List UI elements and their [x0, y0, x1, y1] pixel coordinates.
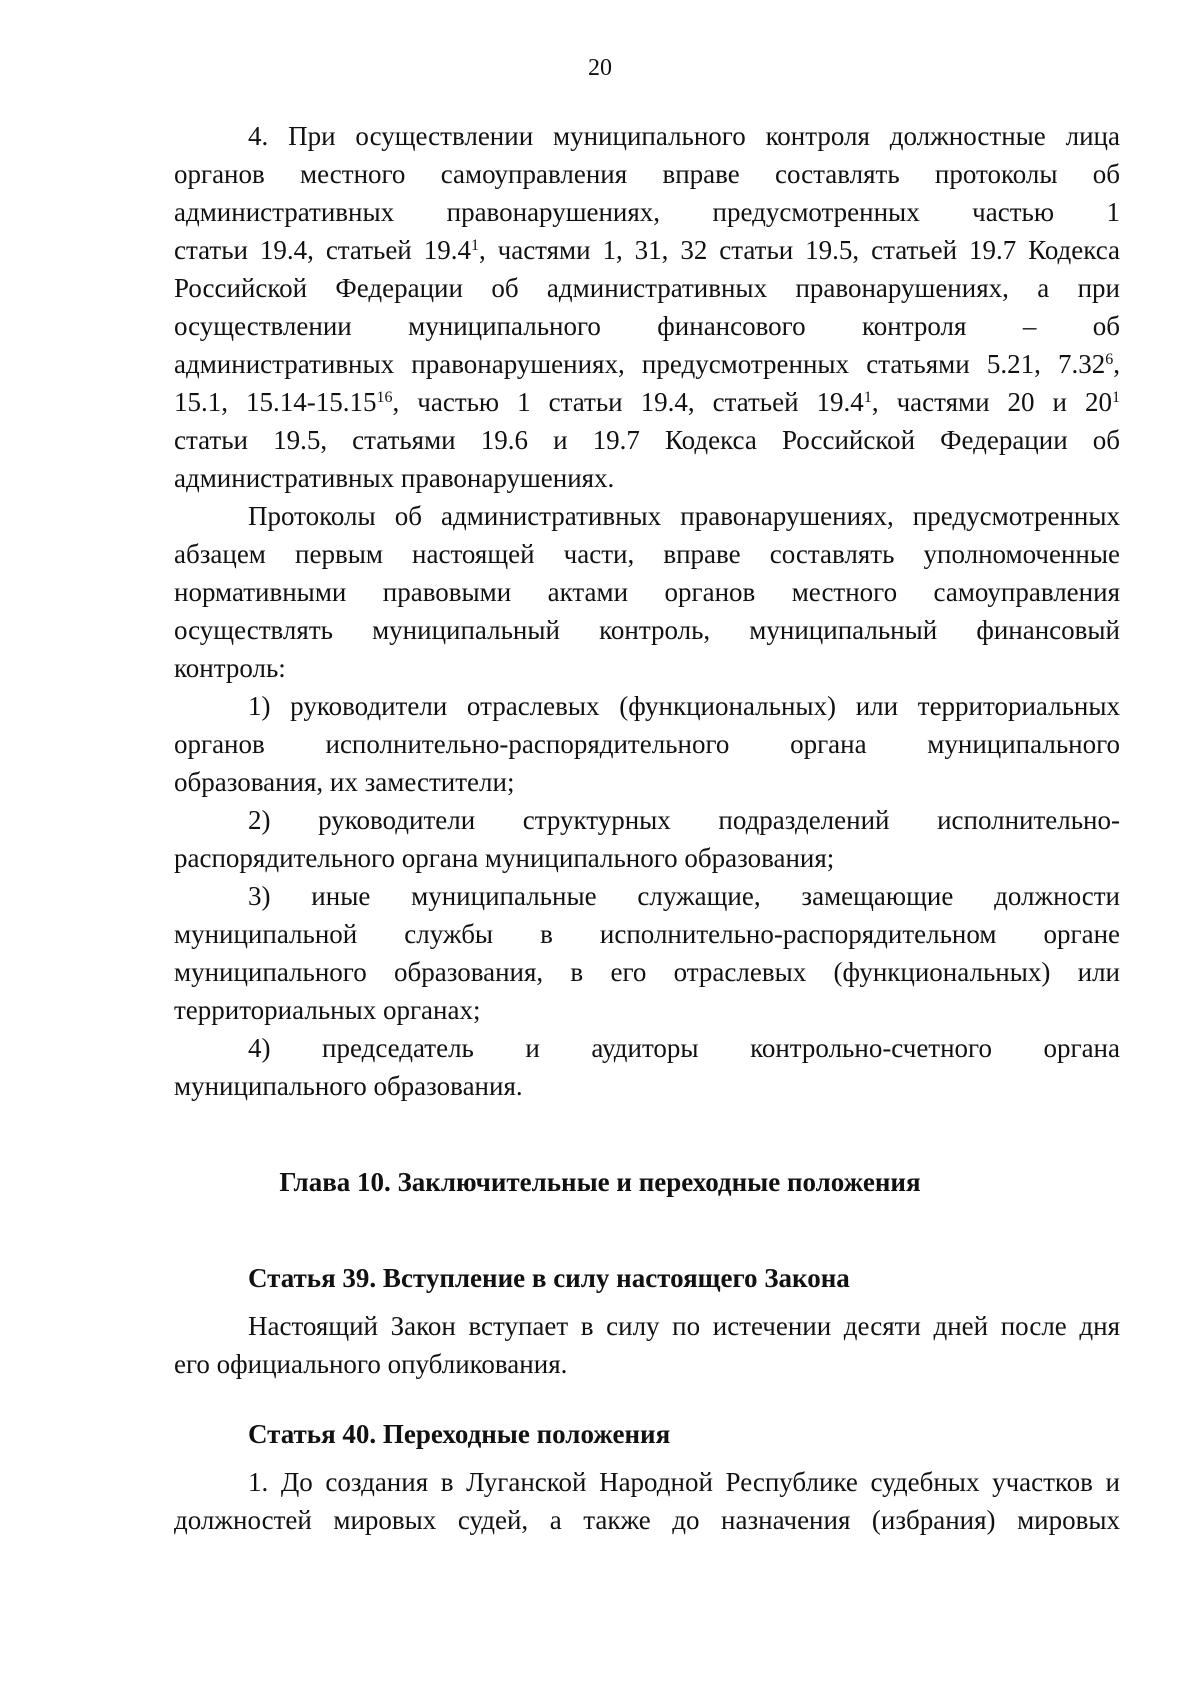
- superscript: 16: [376, 389, 393, 406]
- superscript: 6: [1105, 351, 1114, 368]
- article-39-heading: Статья 39. Вступление в силу настоящего Закона: [248, 1263, 850, 1293]
- superscript: 1: [863, 389, 872, 406]
- superscript: 1: [470, 237, 479, 254]
- p5-line-4: осуществлять муниципальный контроль, муниципальный финансовый: [174, 615, 1120, 645]
- p4-line-1: 4. При осуществлении муниципального контроля должностные лица: [248, 121, 1120, 151]
- page-number: 20: [588, 55, 612, 81]
- p5-line-5: контроль:: [174, 653, 286, 683]
- chapter-10-heading: Глава 10. Заключительные и переходные положения: [279, 1167, 921, 1197]
- p4-line-5: Российской Федерации об административных правонарушениях, а при: [174, 273, 1120, 303]
- p4-line-9: статьи 19.5, статьями 19.6 и 19.7 Кодекса Российской Федерации об: [174, 425, 1120, 455]
- item1-line-2: органов исполнительно-распорядительного органа муниципального: [174, 729, 1120, 759]
- item3-line-4: территориальных органах;: [174, 995, 481, 1025]
- item1-line-3: образования, их заместители;: [174, 767, 515, 797]
- art39-line-2: его официального опубликования.: [174, 1349, 568, 1379]
- p4-line-6: осуществлении муниципального финансового контроля – об: [174, 311, 1120, 341]
- item3-line-1: 3) иные муниципальные служащие, замещающие должности: [248, 881, 1120, 911]
- p4-line-3: административных правонарушениях, предусмотренных частью 1: [174, 197, 1120, 227]
- p4-line-10: административных правонарушениях.: [174, 463, 615, 493]
- art40-line-1: 1. До создания в Луганской Народной Республике судебных участков и: [248, 1467, 1120, 1497]
- p4-line-2: органов местного самоуправления вправе составлять протоколы об: [174, 159, 1120, 189]
- article-40-heading: Статья 40. Переходные положения: [248, 1419, 671, 1449]
- item4-line-2: муниципального образования.: [174, 1071, 523, 1101]
- item1-line-1: 1) руководители отраслевых (функциональных) или территориальных: [248, 691, 1120, 721]
- superscript: 1: [1112, 389, 1120, 406]
- item3-line-2: муниципальной службы в исполнительно-распорядительном органе: [174, 919, 1120, 949]
- p5-line-3: нормативными правовыми актами органов местного самоуправления: [174, 577, 1120, 607]
- p4-line-4: статьи 19.4, статьей 19.4$^1$, частями 1, 31, 32 статьи 19.5, статьей 19.7 Кодекса: [174, 235, 1120, 265]
- p4-line-7: административных правонарушениях, предусмотренных статьями 5.21, 7.32$^6$,: [174, 349, 1120, 379]
- art40-line-2: должностей мировых судей, а также до назначения (избрания) мировых: [174, 1505, 1120, 1535]
- item2-line-1: 2) руководители структурных подразделений исполнительно-: [248, 805, 1120, 835]
- p5-line-1: Протоколы об административных правонарушениях, предусмотренных: [248, 501, 1120, 531]
- p4-line-8: 15.1, 15.14-15.15$^{16}$, частью 1 статьи 19.4, статьей 19.4$^1$, частями 20 и $20^1$: [174, 387, 1120, 417]
- item2-line-2: распорядительного органа муниципального образования;: [174, 843, 835, 873]
- p5-line-2: абзацем первым настоящей части, вправе составлять уполномоченные: [174, 539, 1120, 569]
- art39-line-1: Настоящий Закон вступает в силу по истечении десяти дней после дня: [248, 1311, 1120, 1341]
- item4-line-1: 4) председатель и аудиторы контрольно-счетного органа: [248, 1033, 1120, 1063]
- item3-line-3: муниципального образования, в его отраслевых (функциональных) или: [174, 957, 1120, 987]
